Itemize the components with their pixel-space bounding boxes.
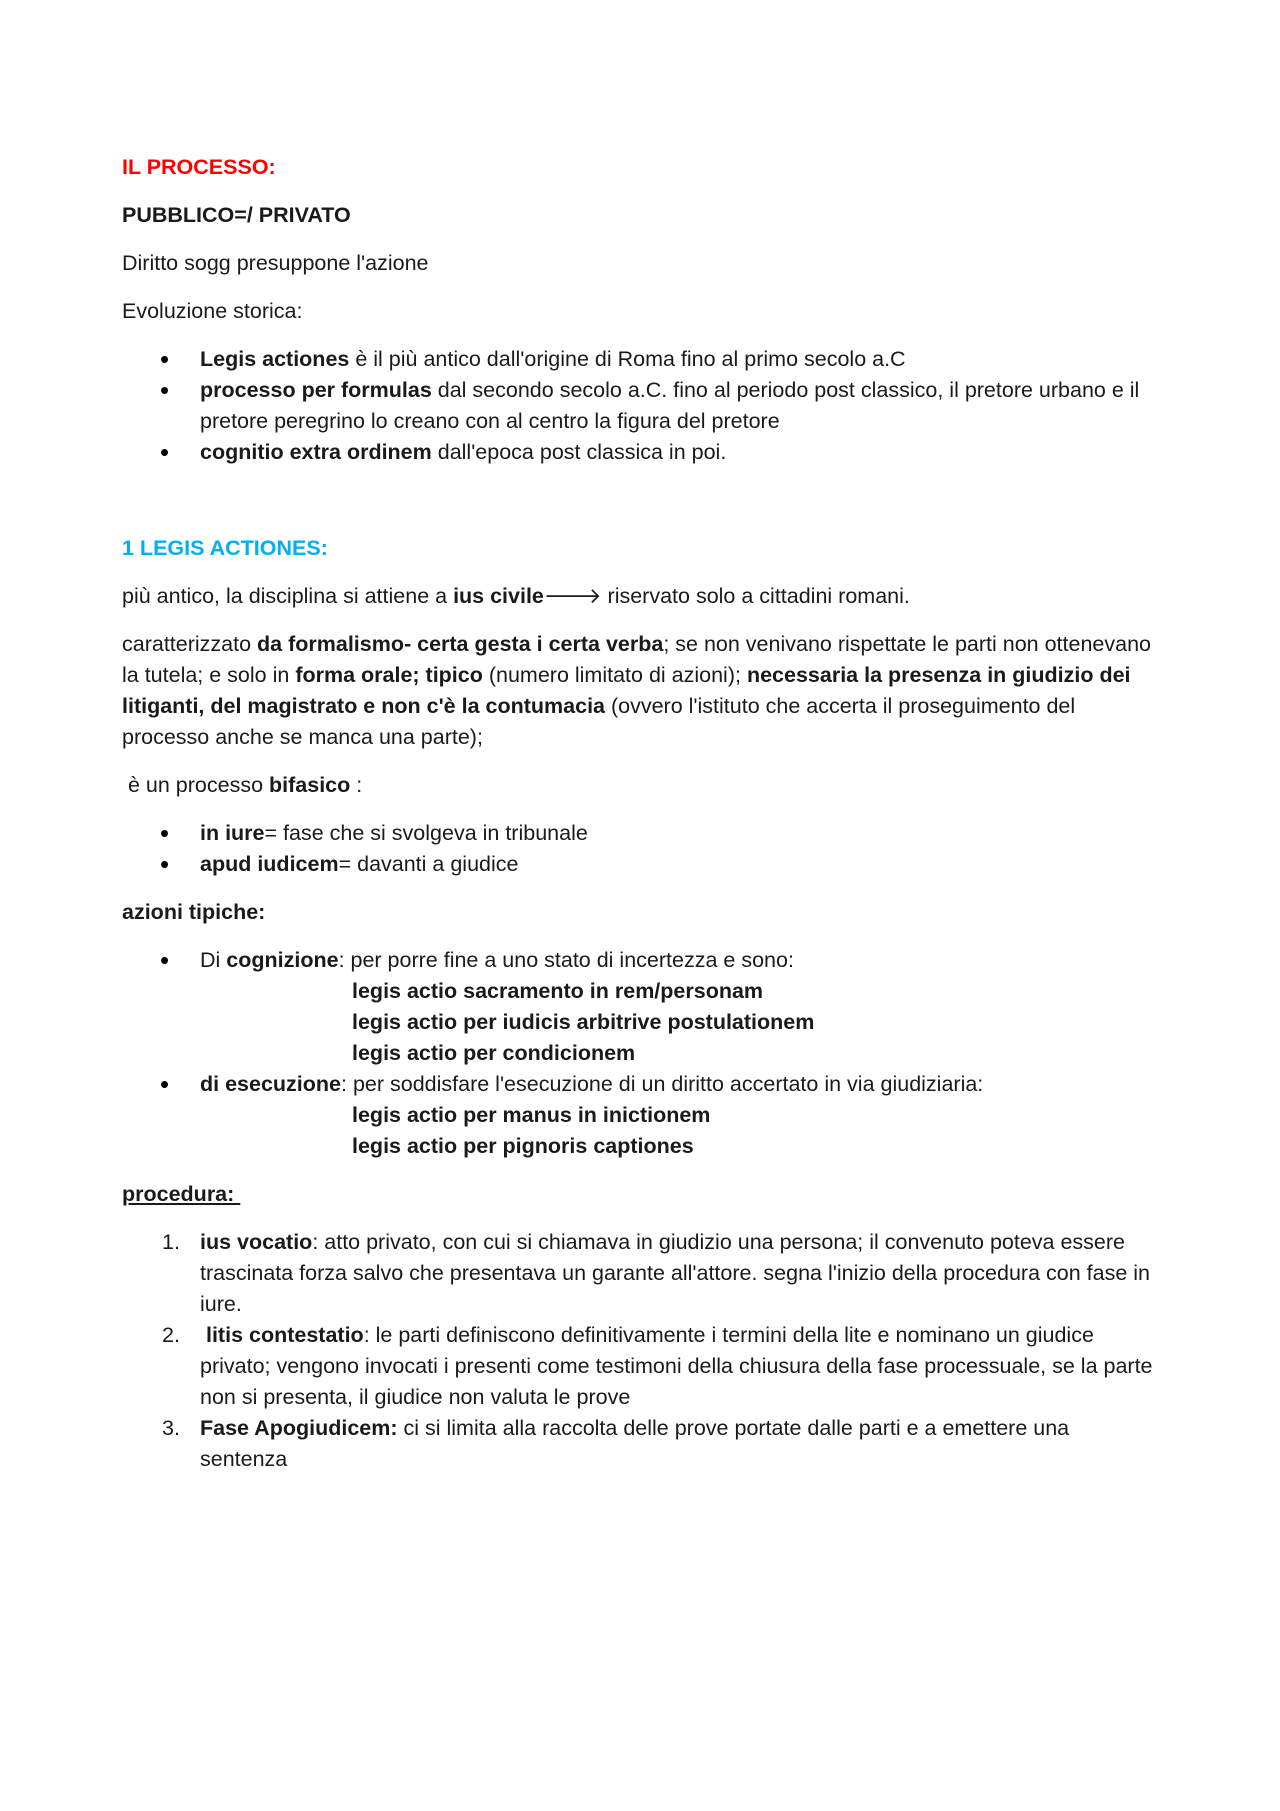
- heading-il-processo: IL PROCESSO:: [122, 155, 276, 179]
- text-run: Di: [200, 948, 227, 972]
- list-item-text: dall'epoca post classica in poi.: [431, 440, 727, 464]
- list-item-bold: litis contestatio: [200, 1323, 364, 1347]
- list-item: [122, 1227, 1162, 1320]
- procedura-text: procedura:: [122, 1182, 241, 1206]
- list-item-bold: processo per formulas: [200, 378, 432, 402]
- sub-list: [200, 976, 1162, 1069]
- list-item: [122, 1069, 1162, 1162]
- sub-item: legis actio per condicionem: [352, 1041, 636, 1065]
- text-run: : per soddisfare l'esecuzione di un diritto accertato in via giudiziaria:: [341, 1072, 984, 1096]
- list-item-bold: cognitio extra ordinem: [200, 440, 432, 464]
- list-item: [122, 375, 1162, 437]
- list-item: [122, 1413, 1162, 1475]
- list-number: 3.: [162, 1416, 180, 1440]
- sub-item: legis actio per pignoris captiones: [352, 1134, 694, 1158]
- list-item-text: = davanti a giudice: [338, 852, 519, 876]
- azioni-list: [122, 945, 1162, 1162]
- list-number: 1.: [162, 1230, 180, 1254]
- list-item: [122, 849, 1162, 880]
- bold-run: di esecuzione: [200, 1072, 341, 1096]
- document-body: [122, 152, 1162, 1492]
- list-item: [122, 945, 1162, 1069]
- pubblico-privato-line: [122, 200, 1162, 231]
- antico-paragraph: [122, 581, 1162, 612]
- azioni-tipiche-text: azioni tipiche:: [122, 900, 266, 924]
- caratterizzato-paragraph: [122, 629, 1162, 753]
- arrow-right-icon: 🡒: [543, 584, 602, 608]
- bold-run: bifasico: [269, 773, 351, 797]
- list-item: [122, 344, 1162, 375]
- spacer: [122, 485, 1162, 533]
- bold-run: ius civile: [453, 584, 544, 608]
- diritto-sogg-line: Diritto sogg presuppone l'azione: [122, 251, 429, 275]
- list-item-text: : le parti definiscono definitivamente i termini della lite e nominano un giudice privato; vengono invocati i presenti come testimoni della chiusura della fase processuale, se la parte non si presenta, il giudice non valuta le prove: [200, 1323, 1153, 1409]
- pubblico-privato-text: PUBBLICO=/ PRIVATO: [122, 203, 351, 227]
- bifasico-paragraph: [122, 770, 1162, 801]
- bold-run: da formalismo- certa gesta i certa verba: [257, 632, 664, 656]
- list-item: [122, 437, 1162, 468]
- list-item: [122, 818, 1162, 849]
- list-item-bold: apud iudicem: [200, 852, 339, 876]
- list-item-text: = fase che si svolgeva in tribunale: [264, 821, 588, 845]
- text-run: caratterizzato: [122, 632, 258, 656]
- sub-list: [200, 1100, 1162, 1162]
- text-run: :: [350, 773, 363, 797]
- procedura-heading: [122, 1179, 1162, 1210]
- sub-item: legis actio per manus in inictionem: [352, 1103, 711, 1127]
- list-item-bold: ius vocatio: [200, 1230, 313, 1254]
- list-item-text: dal secondo secolo a.C. fino al periodo post classico, il pretore urbano e il pretore peregrino lo creano con al centro la figura del pretore: [200, 378, 1140, 433]
- evoluzione-line: Evoluzione storica:: [122, 299, 303, 323]
- list-item: [122, 1320, 1162, 1413]
- fasi-list: [122, 818, 1162, 880]
- text-run: è un processo: [122, 773, 270, 797]
- sub-item: legis actio per iudicis arbitrive postulationem: [352, 1010, 815, 1034]
- text-run: ; se non venivano rispettate le parti non ottenevano la tutela; e solo in: [122, 632, 1151, 687]
- list-item-text: : atto privato, con cui si chiamava in giudizio una persona; il convenuto poteva essere trascinata forza salvo che presentava un garante all'attore. segna l'inizio della procedura con fase in iure.: [200, 1230, 1150, 1316]
- text-run: riservato solo a cittadini romani.: [601, 584, 910, 608]
- sub-item: legis actio sacramento in rem/personam: [352, 979, 764, 1003]
- heading-legis-actiones: 1 LEGIS ACTIONES:: [122, 536, 328, 560]
- evoluzione-list: [122, 344, 1162, 468]
- bold-run: cognizione: [226, 948, 339, 972]
- azioni-tipiche-heading: [122, 897, 1162, 928]
- procedura-list: [122, 1227, 1162, 1475]
- text-run: più antico, la disciplina si attiene a: [122, 584, 454, 608]
- list-item-text: ci si limita alla raccolta delle prove portate dalle parti e a emettere una sentenza: [200, 1416, 1070, 1471]
- list-item-bold: Legis actiones: [200, 347, 350, 371]
- bold-run: forma orale; tipico: [295, 663, 483, 687]
- text-run: : per porre fine a uno stato di incertezza e sono:: [338, 948, 794, 972]
- list-item-text: è il più antico dall'origine di Roma fino al primo secolo a.C: [349, 347, 906, 371]
- text-run: (numero limitato di azioni);: [482, 663, 747, 687]
- list-number: 2.: [162, 1323, 180, 1347]
- bold-run: necessaria la presenza in giudizio dei litiganti, del magistrato e non c'è la contumacia: [122, 663, 1131, 718]
- list-item-bold: Fase Apogiudicem:: [200, 1416, 398, 1440]
- text-run: (ovvero l'istituto che accerta il proseguimento del processo anche se manca una parte);: [122, 694, 1076, 749]
- list-item-bold: in iure: [200, 821, 265, 845]
